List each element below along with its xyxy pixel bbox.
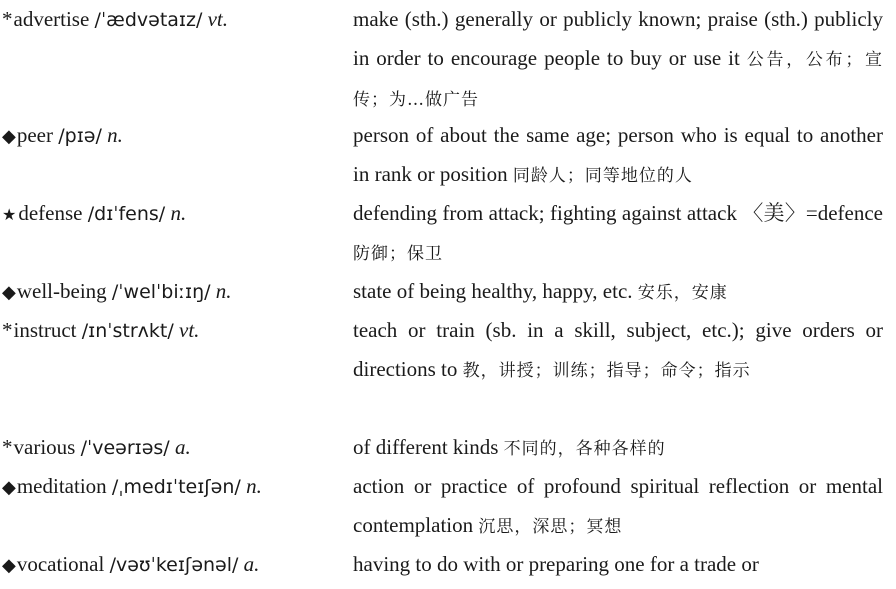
entry-definition-en: state of being healthy, happy, etc. — [353, 279, 633, 303]
entry-pronunciation: /dɪˈfens/ — [87, 203, 166, 225]
entry-definition-en: of different kinds — [353, 435, 499, 459]
entry-headword — [2, 467, 262, 506]
entry-word: various — [13, 435, 76, 459]
entry-definition-en: defending from attack; fighting against attack 〈美〉=defence — [353, 201, 883, 225]
entry-headword — [2, 0, 228, 39]
entry-definition — [353, 428, 883, 469]
entry-word: defense — [18, 201, 83, 225]
entry-part-of-speech: n. — [170, 201, 187, 225]
entry-headword — [2, 194, 186, 235]
entry-part-of-speech: a. — [174, 435, 191, 459]
entry-headword — [2, 311, 199, 350]
entry-definition-en: teach or train (sb. in a skill, subject, etc.); give orders or directions to — [353, 318, 883, 381]
entry-word: peer — [16, 123, 53, 147]
diamond-marker-icon: ◆ — [2, 282, 16, 302]
entry-definition — [353, 545, 883, 586]
entry-pronunciation: /vəʊˈkeɪʃənəl/ — [109, 554, 239, 576]
entry-definition-cn: 防御；保卫 — [353, 243, 443, 264]
entry-definition-en: having to do with or preparing one for a trade or — [353, 552, 759, 576]
entry-marker: * — [2, 435, 13, 459]
entry-marker: * — [2, 7, 13, 31]
entry-pronunciation: /pɪə/ — [58, 125, 102, 147]
entry-definition — [353, 194, 883, 273]
entry-word: meditation — [16, 474, 107, 498]
entry-headword — [2, 545, 259, 584]
diamond-marker-icon: ◆ — [2, 555, 16, 575]
entry-pronunciation: /ˌmedɪˈteɪʃən/ — [111, 476, 241, 498]
entry-part-of-speech: n. — [107, 123, 123, 147]
entry-word: vocational — [16, 552, 105, 576]
entry-headword — [2, 272, 232, 311]
entry-definition — [353, 0, 883, 120]
diamond-marker-icon: ◆ — [2, 126, 16, 146]
entry-definition — [353, 116, 883, 195]
entry-part-of-speech: a. — [243, 552, 260, 576]
entry-definition-en: make (sth.) generally or publicly known; praise (sth.) publicly in order to encourage people to buy or use it — [353, 7, 883, 70]
star-marker-icon: ★ — [2, 207, 17, 224]
entry-pronunciation: /ˈwelˈbiːɪŋ/ — [111, 281, 211, 303]
entry-definition-cn: 教，讲授；训练；指导；命令；指示 — [462, 360, 751, 381]
entry-headword — [2, 116, 123, 155]
entry-pronunciation: /ˈveərɪəs/ — [80, 437, 170, 459]
entry-part-of-speech: n. — [215, 279, 232, 303]
entry-definition-cn: 同龄人；同等地位的人 — [512, 165, 693, 186]
entry-definition — [353, 467, 883, 546]
entry-definition-en: person of about the same age; person who is equal to another in rank or position — [353, 123, 883, 186]
entry-part-of-speech: n. — [246, 474, 262, 498]
entry-definition-cn: 公告，公布；宣传；为…做广告 — [353, 49, 884, 110]
entry-part-of-speech: vt. — [179, 318, 200, 342]
entry-definition-en: action or practice of profound spiritual reflection or mental contemplation — [353, 474, 883, 537]
entry-definition-cn: 沉思，深思；冥想 — [478, 516, 623, 537]
entry-word: advertise — [13, 7, 90, 31]
entry-definition-cn: 不同的，各种各样的 — [503, 439, 666, 459]
entry-definition — [353, 311, 883, 390]
entry-headword — [2, 428, 191, 467]
diamond-marker-icon: ◆ — [2, 477, 16, 497]
entry-part-of-speech: vt. — [207, 7, 229, 31]
entry-pronunciation: /ˈædvətaɪz/ — [94, 9, 203, 31]
entry-word: well-being — [16, 279, 107, 303]
entry-definition — [353, 272, 883, 313]
entry-definition-cn: 安乐，安康 — [637, 283, 728, 303]
entry-pronunciation: /ɪnˈstrʌkt/ — [81, 320, 174, 342]
entry-marker: * — [2, 318, 13, 342]
entry-word: instruct — [13, 318, 77, 342]
